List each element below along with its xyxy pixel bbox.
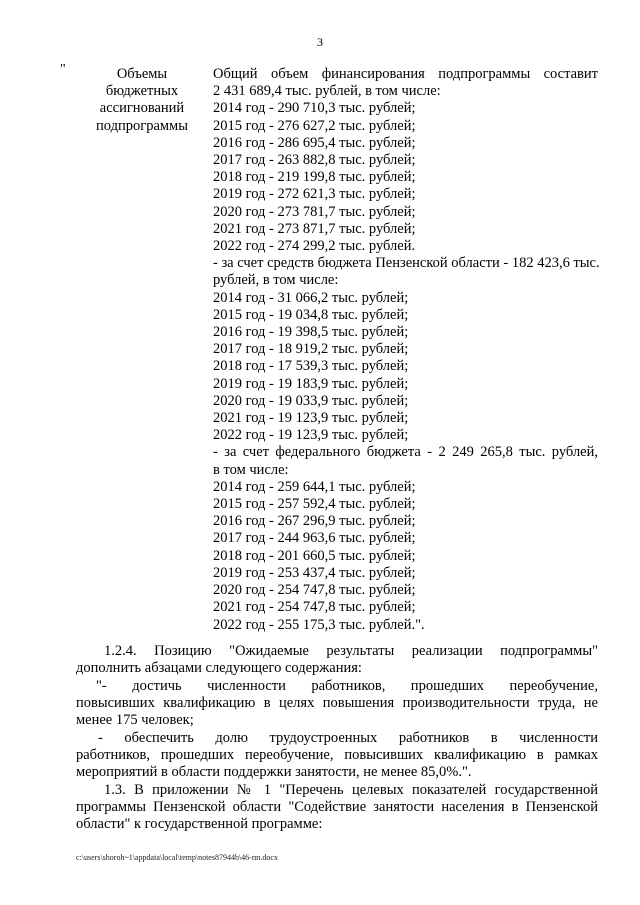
- funding-total-line: 2 431 689,4 тыс. рублей, в том числе:: [213, 83, 441, 100]
- funding-total-year: 2020 год - 273 781,7 тыс. рублей;: [213, 203, 416, 220]
- paragraph-line: "- достичь численности работников, прошедших переобучение,: [96, 678, 598, 694]
- paragraph-line: области" к государственной программе:: [76, 816, 323, 833]
- funding-federal-year: 2019 год - 253 437,4 тыс. рублей;: [213, 564, 416, 581]
- funding-total-line: Общий объем финансирования подпрограммы составит: [213, 66, 598, 82]
- paragraph-line: 1.3. В приложении № 1 "Перечень целевых показателей государственной: [104, 782, 598, 798]
- funding-federal-year: 2020 год - 254 747,8 тыс. рублей;: [213, 582, 416, 599]
- funding-federal-year: 2015 год - 257 592,4 тыс. рублей;: [213, 496, 416, 513]
- funding-federal-year: 2021 год - 254 747,8 тыс. рублей;: [213, 599, 416, 616]
- paragraph-line: работников, прошедших переобучение, повысивших квалификацию в рамках: [76, 747, 598, 764]
- funding-federal-line: - за счет федерального бюджета - 2 249 265,8 тыс. рублей,: [213, 444, 598, 461]
- paragraph-line: мероприятий в области поддержки занятости, не менее 85,0%.".: [76, 764, 472, 781]
- paragraph-line: менее 175 человек;: [76, 712, 194, 729]
- funding-regional-line: рублей, в том числе:: [213, 272, 339, 289]
- paragraph-line: дополнить абзацами следующего содержания:: [76, 660, 362, 677]
- page-number: 3: [317, 35, 323, 49]
- funding-federal-line: в том числе:: [213, 461, 289, 478]
- funding-regional-year: 2018 год - 17 539,3 тыс. рублей;: [213, 358, 409, 375]
- funding-federal-year: 2018 год - 201 660,5 тыс. рублей;: [213, 547, 416, 564]
- table-right-cell: [213, 66, 598, 634]
- funding-federal-year: 2022 год - 255 175,3 тыс. рублей.".: [213, 616, 425, 633]
- paragraph-line: повысивших квалификацию в целях повышения производительности труда, не: [76, 695, 598, 712]
- funding-regional-year: 2016 год - 19 398,5 тыс. рублей;: [213, 324, 409, 341]
- paragraph-line: - обеспечить долю трудоустроенных работников в численности: [98, 730, 598, 746]
- bullet-reach-workers: [76, 678, 598, 730]
- funding-regional-year: 2017 год - 18 919,2 тыс. рублей;: [213, 341, 409, 358]
- paragraph-line: программы Пензенской области "Содействие занятости населения в Пензенской: [76, 799, 598, 816]
- left-label-line: Объемы: [116, 66, 168, 82]
- funding-regional-year: 2022 год - 19 123,9 тыс. рублей;: [213, 427, 409, 444]
- funding-total-year: 2019 год - 272 621,3 тыс. рублей;: [213, 186, 416, 203]
- funding-federal-year: 2014 год - 259 644,1 тыс. рублей;: [213, 478, 416, 495]
- funding-total-year: 2022 год - 274 299,2 тыс. рублей.: [213, 238, 416, 255]
- funding-federal-year: 2017 год - 244 963,6 тыс. рублей;: [213, 530, 416, 547]
- paragraph-line: 1.2.4. Позицию "Ожидаемые результаты реализации подпрограммы": [104, 643, 598, 659]
- section-1-3: [76, 782, 598, 834]
- funding-regional-year: 2014 год - 31 066,2 тыс. рублей;: [213, 289, 409, 306]
- table-left-cell: [77, 66, 207, 135]
- funding-regional-year: 2015 год - 19 034,8 тыс. рублей;: [213, 306, 409, 323]
- section-1-2-4: [76, 643, 598, 677]
- bullet-ensure-share: [76, 730, 598, 782]
- left-label-line: подпрограммы: [96, 117, 188, 134]
- left-label-line: ассигнований: [99, 100, 185, 117]
- funding-total-year: 2014 год - 290 710,3 тыс. рублей;: [213, 100, 416, 117]
- funding-total-year: 2017 год - 263 882,8 тыс. рублей;: [213, 152, 416, 169]
- funding-total-year: 2015 год - 276 627,2 тыс. рублей;: [213, 117, 416, 134]
- left-label-line: бюджетных: [105, 83, 179, 100]
- funding-regional-year: 2020 год - 19 033,9 тыс. рублей;: [213, 392, 409, 409]
- funding-total-year: 2021 год - 273 871,7 тыс. рублей;: [213, 220, 416, 237]
- funding-regional-year: 2019 год - 19 183,9 тыс. рублей;: [213, 375, 409, 392]
- funding-total-year: 2016 год - 286 695,4 тыс. рублей;: [213, 134, 416, 151]
- funding-regional-line: - за счет средств бюджета Пензенской области - 182 423,6 тыс.: [213, 255, 600, 272]
- opening-quote-mark: ": [60, 62, 66, 77]
- funding-regional-year: 2021 год - 19 123,9 тыс. рублей;: [213, 410, 409, 427]
- footer-file-path: c:\users\shoroh~1\appdata\local\temp\notes87944b\46-пп.docx: [76, 853, 278, 862]
- funding-federal-year: 2016 год - 267 296,9 тыс. рублей;: [213, 513, 416, 530]
- funding-total-year: 2018 год - 219 199,8 тыс. рублей;: [213, 169, 416, 186]
